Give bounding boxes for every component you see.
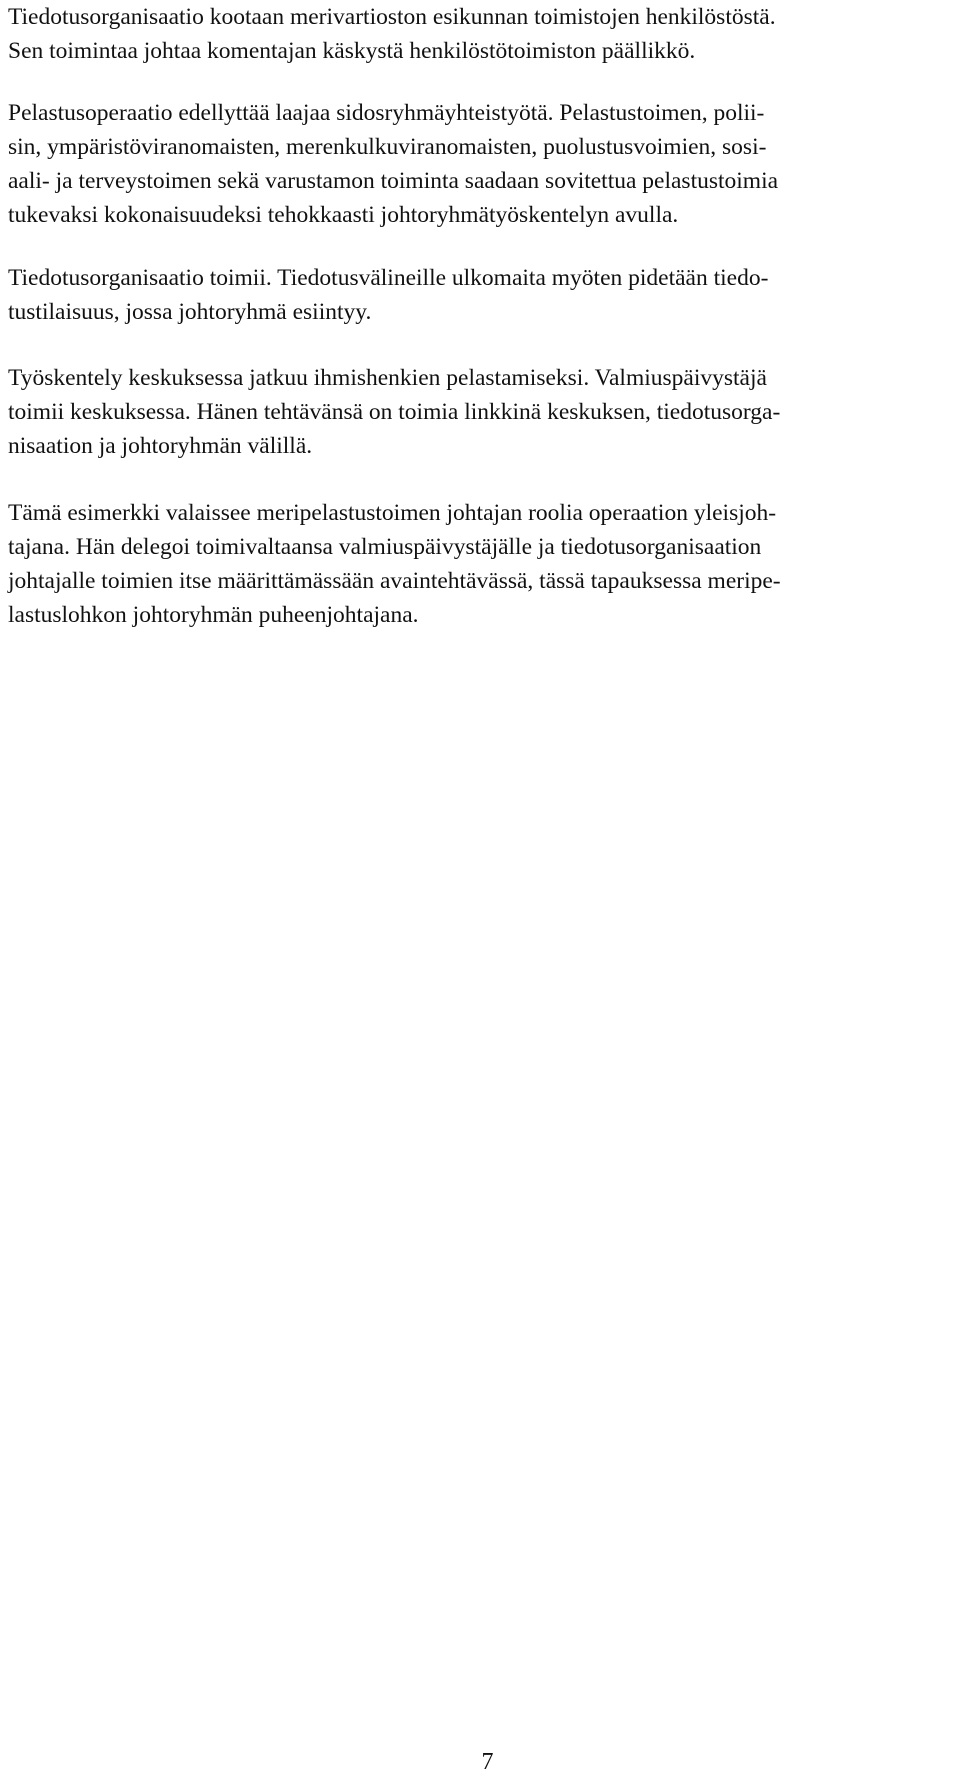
- text-line: tustilaisuus, jossa johtoryhmä esiintyy.: [8, 299, 372, 325]
- text-line: Pelastusoperaatio edellyttää laajaa sidosryhmäyhteistyötä. Pelastustoimen, polii-: [8, 100, 765, 126]
- text-line: aali- ja terveystoimen sekä varustamon toiminta saadaan sovitettua pelastustoimia: [8, 168, 779, 194]
- text-line: Tiedotusorganisaatio kootaan merivartioston esikunnan toimistojen henkilöstöstä.: [8, 4, 776, 30]
- paragraph-leader-role-example: [8, 496, 781, 632]
- text-line: tajana. Hän delegoi toimivaltaansa valmiuspäivystäjälle ja tiedotusorganisaation: [8, 534, 762, 560]
- text-line: johtajalle toimien itse määrittämässään avaintehtävässä, tässä tapauksessa meripe-: [8, 568, 781, 594]
- text-line: Tiedotusorganisaatio toimii. Tiedotusvälineille ulkomaita myöten pidetään tiedo-: [8, 265, 769, 291]
- paragraph-press-conference: [8, 261, 768, 329]
- text-line: tukevaksi kokonaisuudeksi tehokkaasti johtoryhmätyöskentelyn avulla.: [8, 202, 679, 228]
- paragraph-rescue-centre-work: [8, 361, 780, 463]
- text-line: nisaation ja johtoryhmän välillä.: [8, 433, 313, 459]
- page-number: 7: [481, 1749, 494, 1775]
- paragraph-stakeholder-cooperation: [8, 96, 778, 232]
- paragraph-information-organisation: [8, 0, 776, 68]
- text-line: sin, ympäristöviranomaisten, merenkulkuviranomaisten, puolustusvoimien, sosi-: [8, 134, 767, 160]
- text-line: Sen toimintaa johtaa komentajan käskystä henkilöstötoimiston päällikkö.: [8, 38, 696, 64]
- text-line: Tämä esimerkki valaissee meripelastustoimen johtajan roolia operaation yleisjoh-: [8, 500, 777, 526]
- text-line: lastuslohkon johtoryhmän puheenjohtajana.: [8, 602, 419, 628]
- text-line: toimii keskuksessa. Hänen tehtävänsä on toimia linkkinä keskuksen, tiedotusorga-: [8, 399, 781, 425]
- text-line: Työskentely keskuksessa jatkuu ihmishenkien pelastamiseksi. Valmiuspäivystäjä: [8, 365, 767, 391]
